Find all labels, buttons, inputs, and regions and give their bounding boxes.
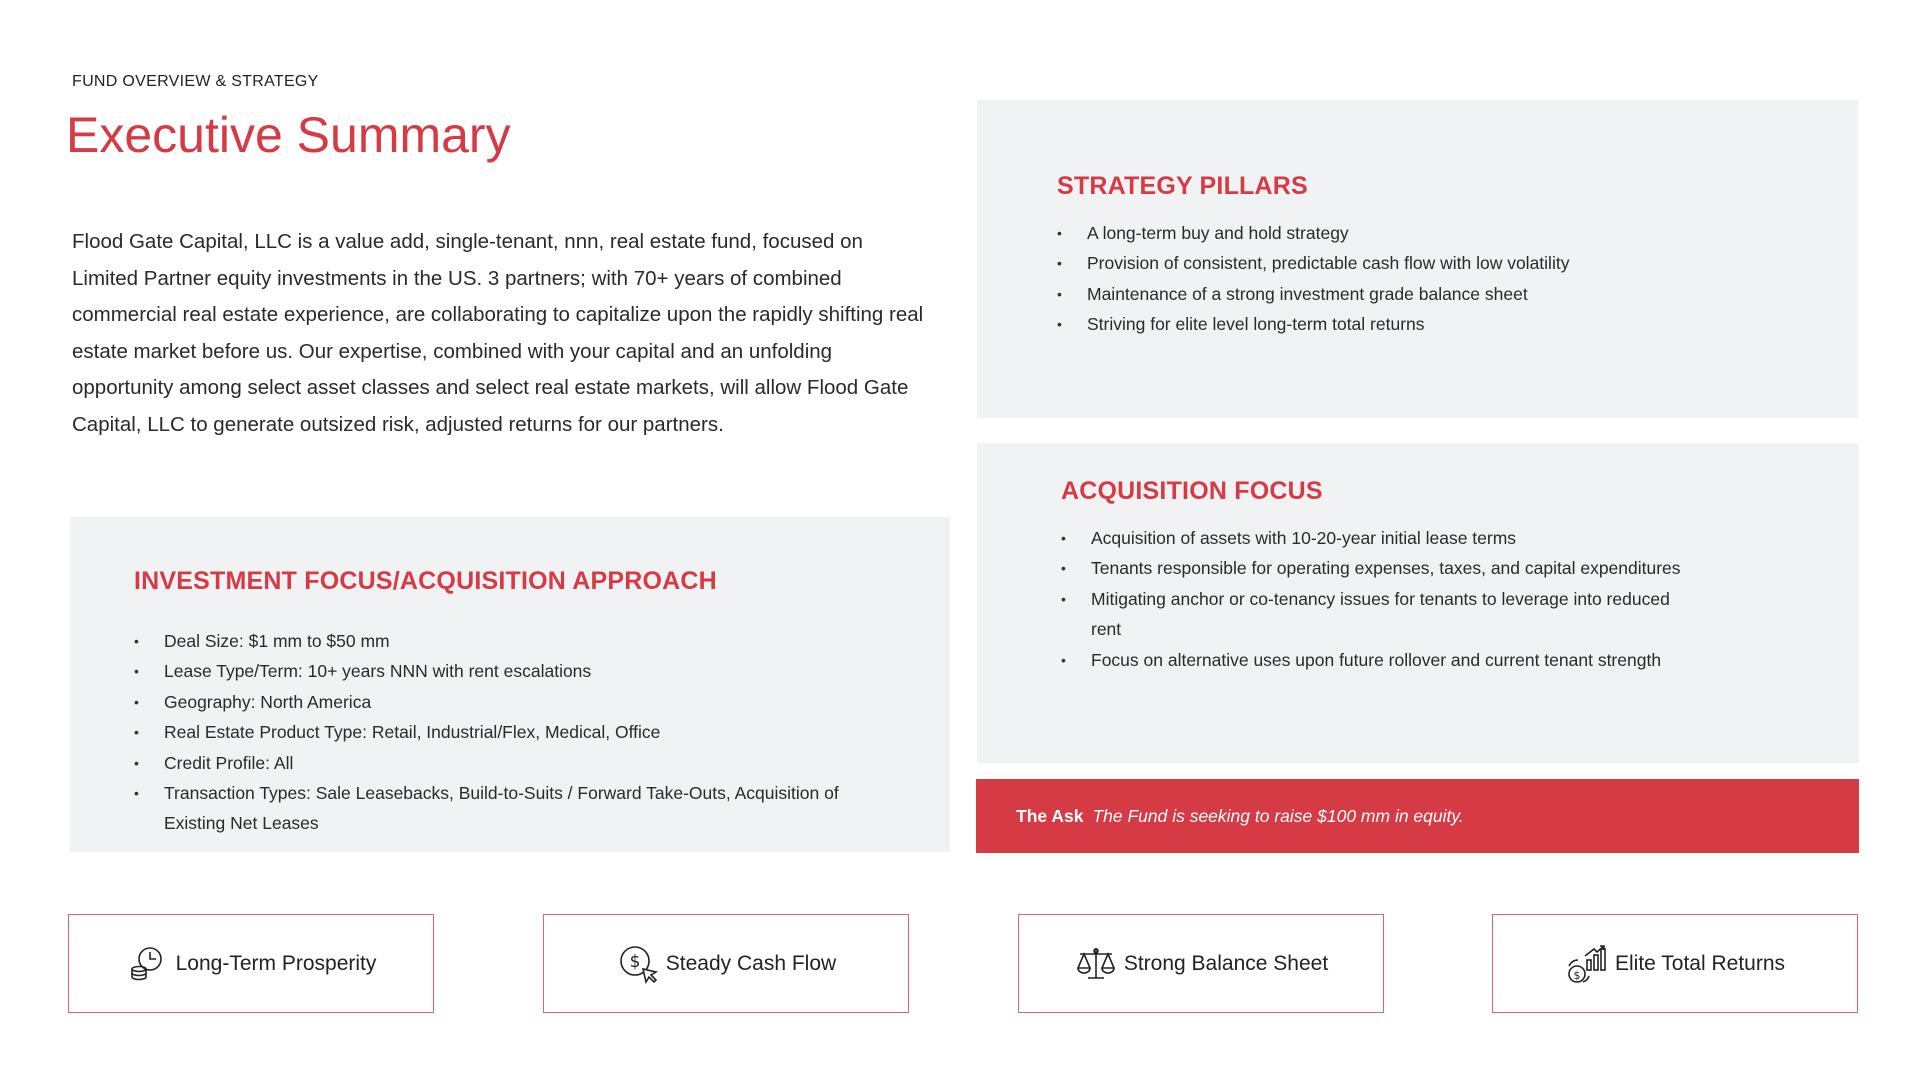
card-strong-balance-sheet [1018, 914, 1384, 1013]
balance-scale-icon [1074, 942, 1118, 986]
investment-focus-list [134, 626, 854, 839]
list-item: • A long-term buy and hold strategy [1057, 218, 1777, 248]
dollar-cursor-icon [616, 942, 660, 986]
acquisition-focus-list [1061, 523, 1681, 675]
ask-text: The Fund is seeking to raise $100 mm in equity. [1092, 805, 1464, 826]
intro-paragraph: Flood Gate Capital, LLC is a value add, single-tenant, nnn, real estate fund, focused on Limited Partner equity investments in the US. 3 partners; with 70+ years of combined commercial real estate experience, are collaborating to capitalize upon the rapidly shifting real estate market before us. Our expertise, combined with your capital and an unfolding opportunity among select asset classes and select real estate markets, will allow Flood Gate Capital, LLC to generate outsized risk, adjusted returns for our partners. [72, 230, 924, 436]
list-item: • Real Estate Product Type: Retail, Industrial/Flex, Medical, Office [134, 717, 854, 747]
list-item: • Acquisition of assets with 10-20-year initial lease terms [1061, 523, 1681, 553]
list-item: • Deal Size: $1 mm to $50 mm [134, 626, 854, 656]
svg-text:$: $ [1573, 968, 1581, 982]
page-title: Executive Summary [66, 107, 511, 163]
investment-focus-panel [70, 517, 950, 852]
list-item: • Tenants responsible for operating expenses, taxes, and capital expenditures [1061, 553, 1681, 583]
svg-text:$: $ [629, 951, 641, 972]
clock-coins-icon [126, 942, 170, 986]
list-item: • Lease Type/Term: 10+ years NNN with rent escalations [134, 656, 854, 686]
growth-chart-dollar-icon [1565, 942, 1609, 986]
list-item: • Transaction Types: Sale Leasebacks, Build-to-Suits / Forward Take-Outs, Acquisition of Existing Net Leases [134, 778, 854, 839]
section-eyebrow: FUND OVERVIEW & STRATEGY [72, 73, 319, 90]
list-item: • Mitigating anchor or co-tenancy issues for tenants to leverage into reduced rent [1061, 584, 1681, 645]
card-label: Long-Term Prosperity [175, 951, 377, 975]
strategy-pillars-panel [977, 100, 1858, 418]
list-item: • Maintenance of a strong investment grade balance sheet [1057, 279, 1777, 309]
card-long-term-prosperity [68, 914, 434, 1013]
list-item: • Geography: North America [134, 687, 854, 717]
card-label: Elite Total Returns [1614, 951, 1786, 975]
ask-label: The Ask [1016, 805, 1084, 826]
card-label: Steady Cash Flow [665, 951, 837, 975]
acquisition-focus-panel [977, 443, 1859, 763]
acquisition-focus-heading: ACQUISITION FOCUS [1061, 477, 1323, 505]
list-item: • Focus on alternative uses upon future rollover and current tenant strength [1061, 645, 1681, 675]
investment-focus-heading: INVESTMENT FOCUS/ACQUISITION APPROACH [134, 567, 717, 595]
card-label: Strong Balance Sheet [1123, 951, 1329, 975]
list-item: • Provision of consistent, predictable cash flow with low volatility [1057, 248, 1777, 278]
list-item: • Striving for elite level long-term total returns [1057, 309, 1777, 339]
the-ask-banner [976, 779, 1859, 853]
list-item: • Credit Profile: All [134, 748, 854, 778]
card-elite-total-returns [1492, 914, 1858, 1013]
strategy-pillars-list [1057, 218, 1777, 340]
strategy-pillars-heading: STRATEGY PILLARS [1057, 172, 1308, 200]
card-steady-cash-flow [543, 914, 909, 1013]
